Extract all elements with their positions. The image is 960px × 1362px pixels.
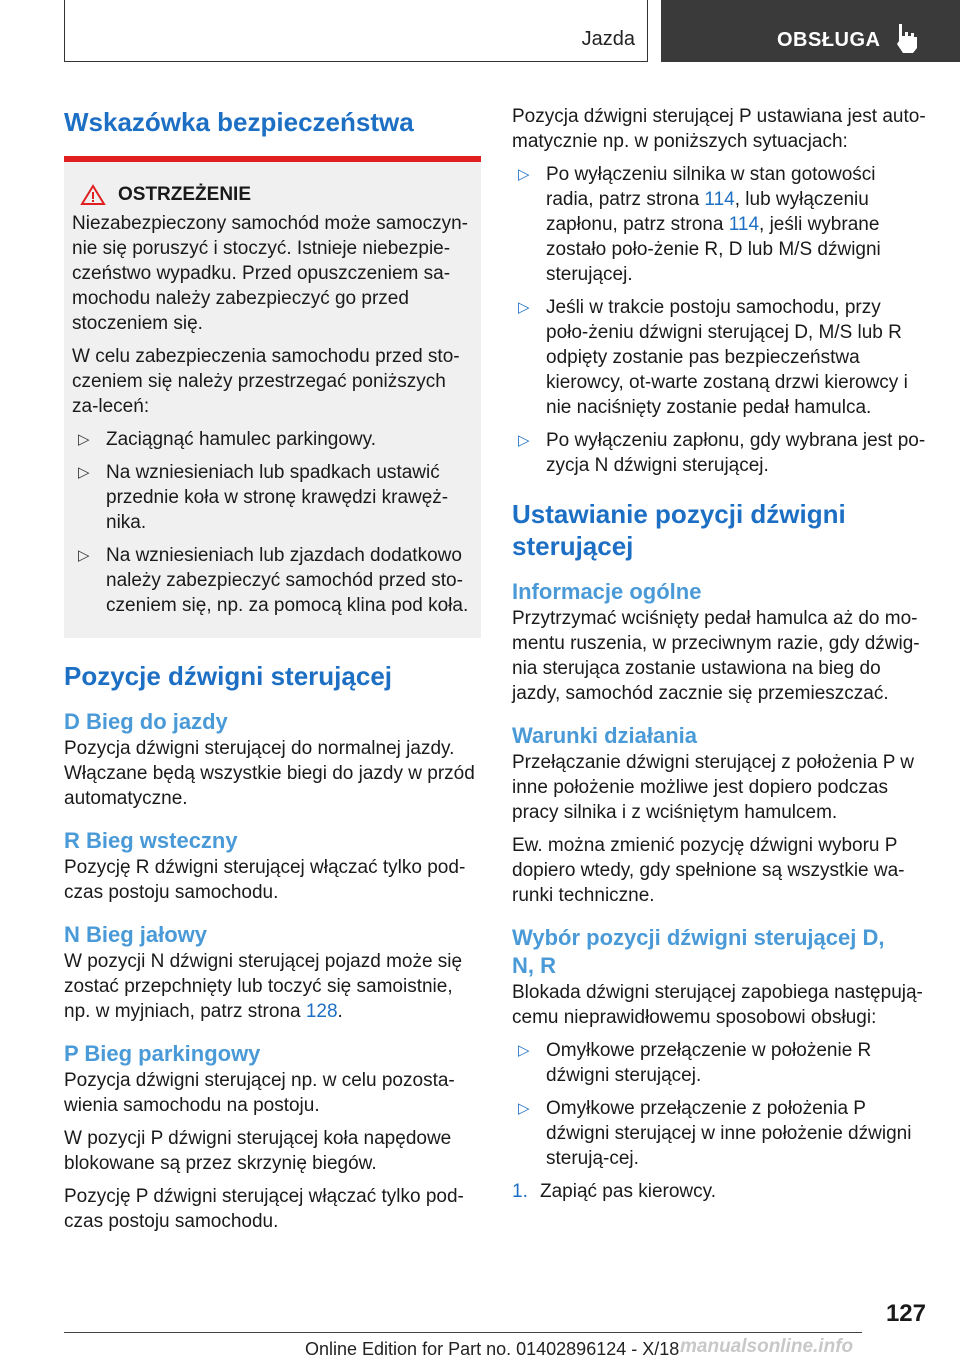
footer-divider [64, 1332, 862, 1333]
triangle-bullet-icon: ▷ [78, 547, 90, 564]
p-title: P Bieg parkingowy [64, 1041, 261, 1066]
page-link[interactable]: 114 [728, 214, 760, 235]
page-link[interactable]: 128 [305, 1001, 338, 1022]
triangle-bullet-icon: ▷ [518, 1100, 530, 1117]
n-text: W pozycji N dźwigni sterującej pojazd może się zostać przepchnięty lub toczyć się samoistnie, np. w myjniach, patrz strona 128. [64, 951, 463, 1022]
p-text-2: W pozycji P dźwigni sterującej koła napędowe blokowane są przez skrzynię biegów. [64, 1128, 452, 1174]
d-title: D Bieg do jazdy [64, 709, 228, 734]
conditions-text-1: Przełączanie dźwigni sterującej z położenia P w inne położenie możliwe jest dopiero podczas pracy silnika i z wciśniętym hamulcem. [512, 752, 915, 823]
footer-edition: Online Edition for Part no. 01402896124 - X/18 [305, 1339, 680, 1359]
header-section: Jazda [581, 28, 635, 50]
d-text: Pozycja dźwigni sterującej do normalnej jazdy. Włączane będą wszystkie biegi do jazdy w przód automatyczne. [64, 738, 475, 809]
list-item: ▷ Omyłkowe przełączenie z położenia P dźwigni sterującej w inne położenie dźwigni sterują-cej. [518, 1098, 912, 1169]
header-left-box [64, 0, 648, 62]
triangle-bullet-icon: ▷ [518, 166, 530, 183]
conditions-text-2: Ew. można zmienić pozycję dźwigni wyboru P dopiero wtedy, gdy spełnione są wszystkie wa-runki techniczne. [512, 835, 905, 906]
triangle-bullet-icon: ▷ [518, 299, 530, 316]
left-column [64, 100, 481, 1234]
safety-title: Wskazówka bezpieczeństwa [64, 107, 414, 137]
pointing-hand-icon [893, 22, 921, 54]
watermark: manualsonline.info [680, 1336, 854, 1357]
select-list [512, 1038, 928, 1171]
list-item: ▷ Zaciągnąć hamulec parkingowy. [78, 429, 377, 450]
triangle-bullet-icon: ▷ [78, 431, 90, 448]
step-number: 1. [512, 1181, 528, 1202]
triangle-bullet-icon: ▷ [518, 1042, 530, 1059]
triangle-bullet-icon: ▷ [518, 432, 530, 449]
warning-label: OSTRZEŻENIE [118, 184, 252, 205]
warning-text-2: W celu zabezpieczenia samochodu przed sto-czeniem się należy przestrzegać poniższych za-leceń: [72, 346, 460, 417]
list-item: ▷ Jeśli w trakcie postoju samochodu, przy poło-żeniu dźwigni sterującej D, M/S lub R odpięty zostanie pas bezpieczeństwa kierowcy, ot-warte zostaną drzwi kierowcy i nie naciśnięty zostanie pedał hamulca. [518, 297, 908, 418]
page-link[interactable]: 114 [704, 189, 735, 210]
auto-p-list [512, 162, 928, 478]
list-item: ▷ Na wzniesieniach lub zjazdach dodatkowo należy zabezpieczyć samochód przed sto-czeniem się, np. za pomocą klina pod koła. [78, 545, 469, 616]
warning-text-1: Niezabezpieczony samochód może samoczyn-nie się poruszyć i stoczyć. Istnieje niebezpie-czeństwo wypadku. Przed opuszczeniem sa-mochodu należy zabezpieczyć go przed stoczeniem się. [72, 213, 469, 334]
conditions-title: Warunki działania [512, 723, 698, 748]
list-item: ▷ Po wyłączeniu zapłonu, gdy wybrana jest po-zycja N dźwigni sterującej. [518, 430, 926, 476]
right-column [512, 100, 928, 1204]
header-chapter-box [661, 0, 960, 62]
list-item: ▷ Po wyłączeniu silnika w stan gotowości radia, patrz strona 114, lub wyłączeniu zapłonu, patrz strona 114, jeśli wybrane zostało poło-żenie R, D lub M/S dźwigni sterującej. [518, 164, 881, 285]
header-chapter: OBSŁUGA [777, 29, 881, 51]
list-item: ▷ Omyłkowe przełączenie w położenie R dźwigni sterującej. [518, 1040, 872, 1086]
general-title: Informacje ogólne [512, 579, 702, 604]
auto-p-intro: Pozycja dźwigni sterującej P ustawiana jest auto-matycznie np. w poniższych sytuacjach: [512, 106, 926, 152]
warning-triangle-icon [80, 184, 106, 206]
warning-box [64, 162, 481, 638]
list-item: ▷ Na wzniesieniach lub spadkach ustawić przednie koła w stronę krawędzi krawęż-nika. [78, 462, 449, 533]
select-text: Blokada dźwigni sterującej zapobiega następują-cemu nieprawidłowemu sposobowi obsługi: [512, 982, 923, 1028]
setting-title: Ustawianie pozycji dźwigni sterującej [512, 499, 846, 561]
n-title: N Bieg jałowy [64, 922, 208, 947]
select-title: Wybór pozycji dźwigni sterującej D, N, R [512, 925, 885, 978]
step-list [512, 1179, 928, 1204]
warning-header [72, 182, 473, 207]
p-text-1: Pozycja dźwigni sterującej np. w celu pozosta-wienia samochodu na postoju. [64, 1070, 455, 1116]
r-text: Pozycję R dźwigni sterującej włączać tylko pod-czas postoju samochodu. [64, 857, 466, 903]
warning-list [72, 427, 473, 618]
page-number: 127 [885, 1300, 926, 1327]
positions-title: Pozycje dźwigni sterującej [64, 661, 392, 691]
triangle-bullet-icon: ▷ [78, 464, 90, 481]
step-item: 1. Zapiąć pas kierowcy. [512, 1181, 716, 1202]
r-title: R Bieg wsteczny [64, 828, 238, 853]
general-text: Przytrzymać wciśnięty pedał hamulca aż do mo-mentu ruszenia, w przeciwnym razie, gdy dźwig-nia sterująca zostanie ustawiona na bieg do jazdy, samochód zacznie się przemieszczać. [512, 608, 920, 704]
p-text-3: Pozycję P dźwigni sterującej włączać tylko pod-czas postoju samochodu. [64, 1186, 464, 1232]
